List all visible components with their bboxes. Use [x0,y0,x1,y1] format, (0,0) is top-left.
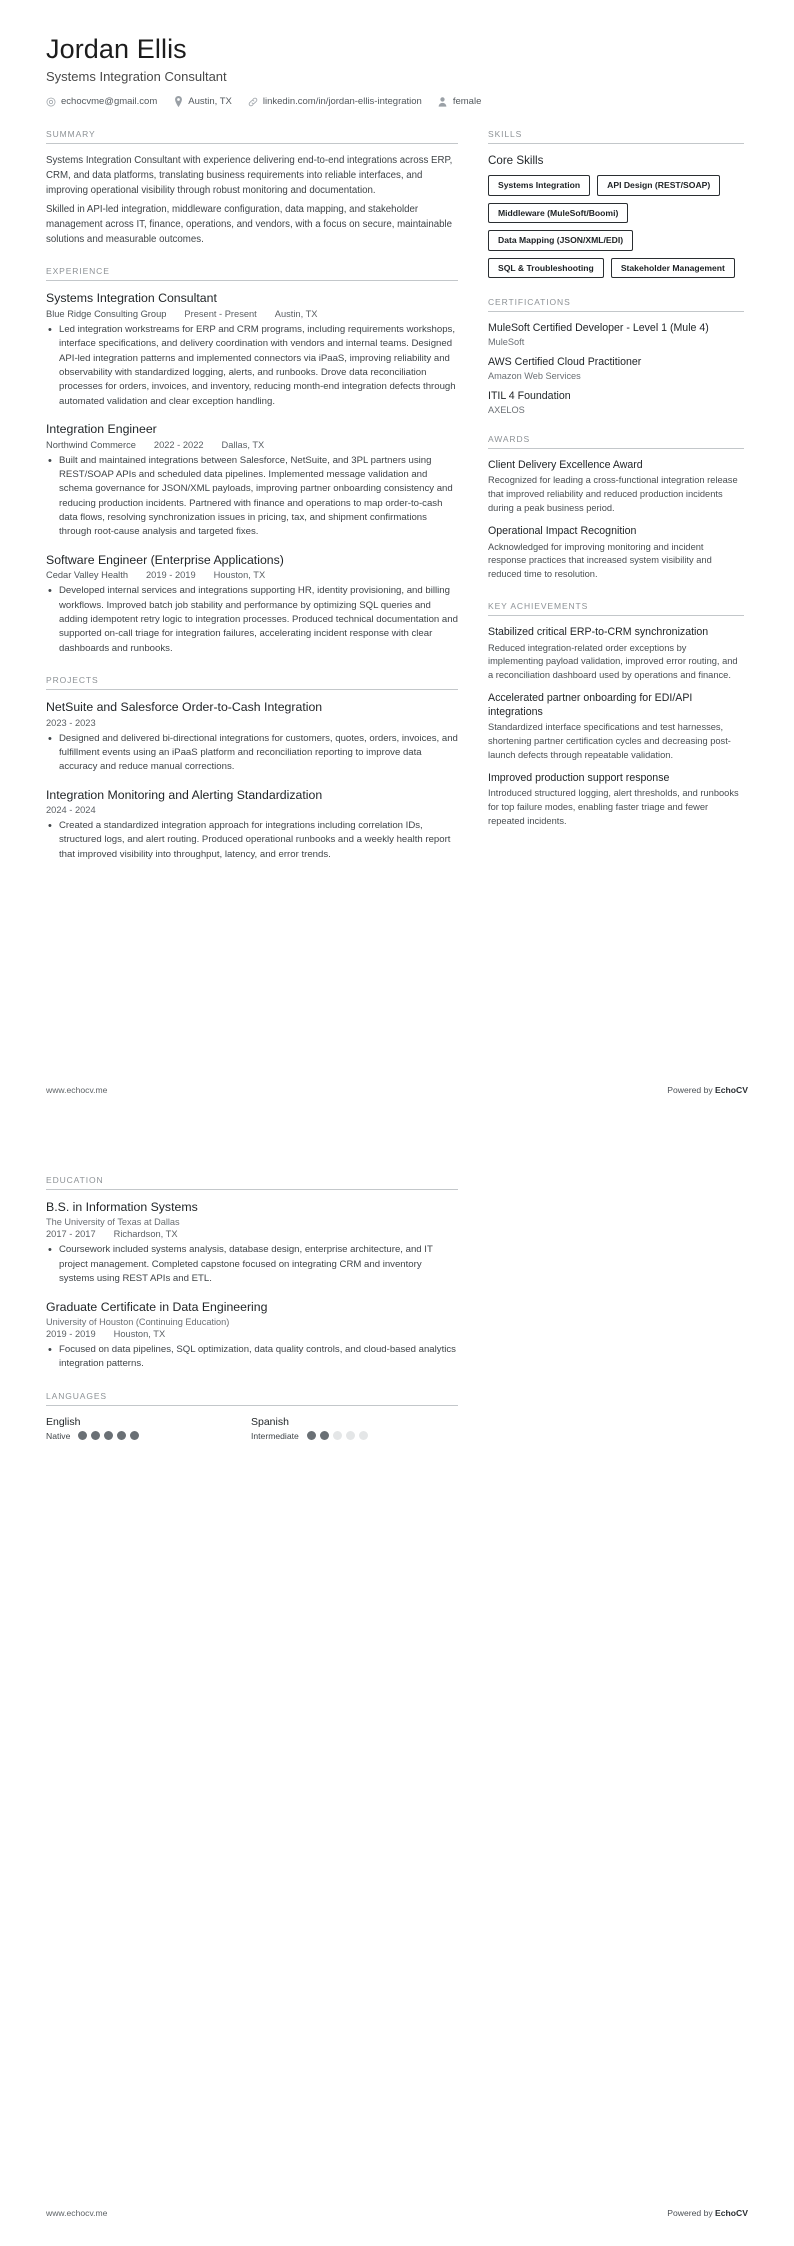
education-location: Richardson, TX [113,1229,178,1240]
footer-brand [667,1085,748,1095]
experience-title: Integration Engineer [46,422,157,437]
skill-chip: Systems Integration [488,175,590,196]
rating-dot [91,1431,100,1440]
footer-site-url[interactable]: www.echocv.me [46,2208,108,2218]
award-title: Operational Impact Recognition [488,524,637,537]
certification-issuer: AXELOS [488,404,525,415]
resume-header [46,34,748,107]
list-item: • Focused on data pipelines, SQL optimization, data quality controls, and cloud-based analytics integration patterns. [59,1343,458,1372]
page-footer [46,2208,748,2218]
contact-row [46,96,748,107]
award-description: Recognized for leading a cross-functional integration release that improved reliability and reduced production incidents during a peak business period. [488,475,738,513]
footer-site-url[interactable]: www.echocv.me [46,1085,108,1095]
project-bullets [46,819,458,862]
rating-dot [78,1431,87,1440]
award-entry [488,459,744,516]
project-meta [46,805,458,815]
contact-location [173,96,232,107]
achievement-description: Standardized interface specifications and test harnesses, shortening partner certification cycles and decreasing post-launch defects through repeatable validation. [488,722,731,760]
skill-chip: API Design (REST/SOAP) [597,175,720,196]
certification-issuer: MuleSoft [488,337,525,348]
skill-chip-list [488,175,744,278]
section-title-education: EDUCATION [46,1175,104,1185]
divider [46,143,458,144]
list-item: • Developed internal services and integrations supporting HR, identity provisioning, and billing workflows. Improved batch job stability and performance by optimizing SQL queries and adding idempotent retry logic to integration processes. Produced technical documentation and supported on-call triage for integration failures, accelerating incident response with clear dashboards and runbooks. [59,584,458,656]
section-languages [46,1391,458,1441]
section-title-languages: LANGUAGES [46,1390,108,1401]
achievement-title: Stabilized critical ERP-to-CRM synchronization [488,625,709,638]
link-icon [248,97,258,107]
education-title: Graduate Certificate in Data Engineering [46,1299,268,1314]
language-item [251,1416,456,1441]
experience-location: Dallas, TX [221,439,265,450]
section-education [46,1175,458,1372]
skill-chip: Data Mapping (JSON/XML/EDI) [488,230,633,251]
experience-title: Systems Integration Consultant [46,291,217,306]
language-level-row [46,1431,251,1441]
language-item [46,1416,251,1441]
summary-paragraph: Systems Integration Consultant with experience delivering end-to-end integrations across ERP, CRM, and data platforms, translating business requirements into reliable interfaces, and improving operational visibility through robust monitoring and documentation. [46,155,453,196]
section-experience [46,266,458,656]
education-meta [46,1229,458,1239]
section-summary [46,129,458,247]
certification-entry [488,322,744,347]
divider [46,1189,458,1190]
contact-location-text: Austin, TX [188,96,232,108]
skill-chip: SQL & Troubleshooting [488,258,604,279]
contact-email-text: echocvme@gmail.com [61,96,158,108]
education-entry [46,1300,458,1372]
language-level-row [251,1431,456,1441]
rating-dot [320,1431,329,1440]
certification-title: MuleSoft Certified Developer - Level 1 (Mule 4) [488,322,709,335]
education-dates: 2019 - 2019 [46,1328,96,1339]
experience-bullets [46,584,458,656]
footer-powered-prefix: Powered by [667,1085,716,1095]
divider [46,1405,458,1406]
certification-title: AWS Certified Cloud Practitioner [488,356,642,369]
experience-entry [46,291,458,409]
section-title-key-achievements: KEY ACHIEVEMENTS [488,600,589,611]
education-location: Houston, TX [113,1328,166,1339]
divider [488,448,744,449]
section-skills [488,129,744,278]
language-rating-dots [78,1431,139,1440]
experience-meta [46,570,458,580]
page-footer [46,1085,748,1095]
rating-dot [359,1431,368,1440]
footer-powered-prefix: Powered by [667,2208,716,2218]
contact-linkedin[interactable] [248,96,422,107]
experience-org: Northwind Commerce [46,439,136,450]
award-title: Client Delivery Excellence Award [488,458,643,471]
achievement-entry [488,772,744,829]
summary-paragraph: Skilled in API-led integration, middleware configuration, data mapping, and stakeholder management across IT, finance, operations, and vendors, with a focus on secure, maintainable solutions and measurable outcomes. [46,204,453,245]
email-icon [46,97,56,107]
divider [488,143,744,144]
section-title-projects: PROJECTS [46,675,99,686]
skill-group-title: Core Skills [488,154,544,168]
rating-dot [307,1431,316,1440]
education-bullets [46,1343,458,1372]
divider [46,280,458,281]
experience-meta [46,440,458,450]
left-column-page2 [46,1175,458,1460]
language-list [46,1416,458,1441]
section-projects [46,675,458,862]
experience-location: Austin, TX [274,308,318,319]
education-entry [46,1200,458,1287]
project-entry [46,700,458,775]
language-name: English [46,1415,81,1428]
experience-bullets [46,454,458,540]
education-meta [46,1329,458,1339]
list-item: • Built and maintained integrations between Salesforce, NetSuite, and 3PL partners using REST/SOAP APIs and scheduled data pipelines. Implemented message validation and schema governance for JSON/XML payloads, improving partner onboarding consistency and reducing production incidents. Partnered with finance and operations to map order-to-cash data flows, resolving synchronization issues in pricing, tax, and shipment confirmations through root-cause analysis and targeted fixes. [59,454,458,540]
language-rating-dots [307,1431,368,1440]
location-pin-icon [173,97,183,107]
rating-dot [104,1431,113,1440]
experience-org: Cedar Valley Health [46,570,128,581]
footer-brand-name: EchoCV [715,1085,748,1095]
achievement-entry [488,692,744,763]
experience-entry [46,422,458,540]
experience-meta [46,309,458,319]
list-item: • Created a standardized integration approach for integrations including correlation IDs, structured logs, and alert routing. Produced operational runbooks and a weekly health report that improved visibility into throughput, latency, and error trends. [59,819,458,862]
project-title: Integration Monitoring and Alerting Standardization [46,787,323,802]
experience-dates: 2022 - 2022 [153,439,204,450]
section-title-certifications: CERTIFICATIONS [488,297,571,308]
rating-dot [333,1431,342,1440]
certification-entry [488,390,744,415]
left-column [46,129,458,881]
list-item: • Coursework included systems analysis, database design, enterprise architecture, and IT project management. Completed capstone focused on integrating CRM and inventory systems using REST APIs and ETL. [59,1243,458,1286]
list-item: • Designed and delivered bi-directional integrations for customers, quotes, orders, invoices, and fulfillment events using an iPaaS platform and reconciliation reporting to improve data accuracy and reduce manual corrections. [59,732,458,775]
language-level: Native [46,1430,71,1441]
language-name: Spanish [251,1415,289,1428]
achievement-title: Accelerated partner onboarding for EDI/API integrations [488,691,693,718]
education-dates: 2017 - 2017 [46,1229,96,1240]
achievement-description: Reduced integration-related order exceptions by implementing payload validation, improved error routing, and a reconciliation dashboard used by operations and finance. [488,642,738,681]
resume-page-2 [0,1123,794,2246]
rating-dot [117,1431,126,1440]
person-icon [438,97,448,107]
section-title-awards: AWARDS [488,433,531,444]
footer-brand-name: EchoCV [715,2208,748,2218]
project-dates: 2024 - 2024 [46,805,96,816]
experience-org: Blue Ridge Consulting Group [46,308,167,319]
award-description: Acknowledged for improving monitoring and incident response practices that increased system visibility and reduced time to resolution. [488,541,712,579]
contact-linkedin-text: linkedin.com/in/jordan-ellis-integration [262,96,422,108]
section-awards [488,434,744,582]
education-title: B.S. in Information Systems [46,1200,198,1214]
divider [488,615,744,616]
project-entry [46,788,458,863]
achievement-title: Improved production support response [488,771,670,784]
contact-email[interactable] [46,96,157,107]
section-title-skills: SKILLS [488,129,523,140]
experience-dates: Present - Present [184,308,257,319]
project-dates: 2023 - 2023 [46,717,96,728]
divider [488,311,744,312]
project-meta [46,718,458,728]
section-key-achievements [488,601,744,829]
section-certifications [488,297,744,414]
divider [46,689,458,690]
experience-dates: 2019 - 2019 [146,570,196,581]
award-entry [488,525,744,582]
experience-entry [46,553,458,656]
certification-issuer: Amazon Web Services [488,370,581,381]
rating-dot [130,1431,139,1440]
education-org: University of Houston (Continuing Education) [46,1316,230,1327]
contact-gender [438,96,482,107]
certification-entry [488,356,744,381]
education-org: The University of Texas at Dallas [46,1217,180,1228]
language-level: Intermediate [251,1430,299,1441]
education-bullets [46,1243,458,1286]
project-bullets [46,732,458,775]
achievement-entry [488,626,744,683]
experience-bullets [46,323,458,409]
contact-gender-text: female [452,96,482,108]
footer-brand [667,2208,748,2218]
rating-dot [346,1431,355,1440]
section-title-experience: EXPERIENCE [46,266,110,277]
achievement-description: Introduced structured logging, alert thresholds, and runbooks for top failure modes, enabling faster triage and fewer repeated incidents. [488,788,739,826]
right-column [488,129,744,848]
skill-chip: Middleware (MuleSoft/Boomi) [488,203,628,224]
skill-chip: Stakeholder Management [611,258,735,279]
certification-title: ITIL 4 Foundation [488,389,571,402]
candidate-headline: Systems Integration Consultant [46,69,227,85]
section-title-summary: SUMMARY [46,129,96,140]
list-item: • Led integration workstreams for ERP and CRM programs, including requirements workshops, interface specifications, and delivery coordination with vendors and internal teams. Designed API-led integration patterns and implemented connectors via iPaaS, improving reliability and observability with standardized logging, alerts, and runbooks. Drove data reconciliation processes for orders, invoices, and inventory, reducing month-end integration defects through automated validation and clear exception handling. [59,323,458,409]
project-title: NetSuite and Salesforce Order-to-Cash Integration [46,700,323,715]
candidate-name: Jordan Ellis [46,34,187,64]
experience-location: Houston, TX [213,570,266,581]
experience-title: Software Engineer (Enterprise Applications) [46,552,284,567]
